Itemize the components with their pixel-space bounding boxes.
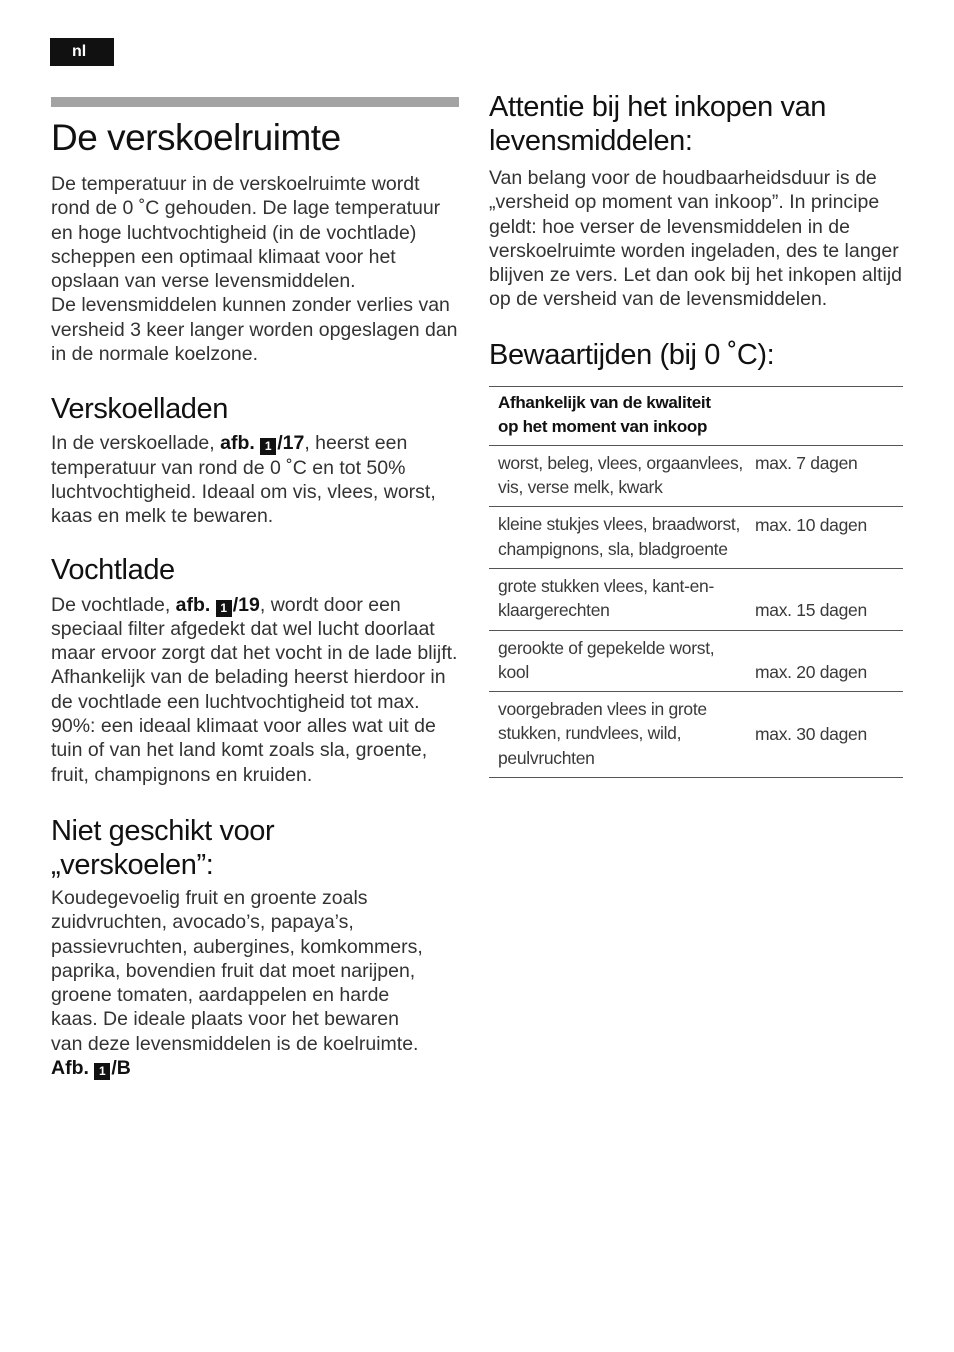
food-item-cell: kleine stukjes vlees, braadworst, champignons, sla, bladgroente [489, 507, 747, 569]
figure-ref-tail: /B [111, 1057, 131, 1080]
figure-number-badge: 1 [94, 1063, 110, 1080]
food-item-cell: grote stukken vlees, kant-en-klaargerechten [489, 568, 747, 630]
duration-cell: max. 30 dagen [747, 692, 903, 778]
table-header-cell [489, 386, 903, 445]
figure-ref-label: afb. [220, 432, 261, 455]
vochtlade-heading: Vochtlade [51, 553, 175, 586]
food-item-cell: voorgebraden vlees in grote stukken, rundvlees, wild, peulvruchten [489, 692, 747, 778]
niet-geschikt-heading [51, 814, 461, 882]
niet-geschikt-heading-line1: Niet geschikt voor [51, 814, 275, 847]
food-item-cell: gerookte of gepekelde worst, kool [489, 630, 747, 692]
niet-geschikt-figure-reference [51, 1056, 461, 1080]
table-row [489, 507, 903, 569]
bewaartijden-heading: Bewaartijden (bij 0 ˚C): [489, 338, 775, 371]
table-header-row [489, 386, 903, 445]
vochtlade-paragraph [51, 593, 461, 787]
table-row [489, 445, 903, 507]
attentie-paragraph: Van belang voor de houdbaarheidsduur is de „versheid op moment van inkoop”. In principe geldt: hoe verser de levensmiddelen in de verskoelruimte worden ingeladen, des te langer blijven ze vers. Let dan ook bij het inkopen altijd op de versheid van de levensmiddelen. [489, 167, 903, 311]
intro-paragraph-2: De levensmiddelen kunnen zonder verlies van versheid 3 keer langer worden opgeslagen dan in de normale koelzone. [51, 294, 458, 366]
page-title: De verskoelruimte [51, 117, 341, 158]
niet-geschikt-heading-line2: „verskoelen”: [51, 848, 214, 881]
duration-cell: max. 20 dagen [747, 630, 903, 692]
duration-cell: max. 10 dagen [747, 507, 903, 569]
attentie-heading: Attentie bij het inkopen van levensmiddelen: [489, 91, 827, 157]
table-header-line1: Afhankelijk van de kwaliteit [498, 392, 711, 412]
verskoelladen-paragraph [51, 431, 461, 528]
section-divider [51, 97, 459, 107]
figure-reference [176, 594, 260, 616]
duration-cell: max. 15 dagen [747, 568, 903, 630]
left-column [51, 112, 461, 1080]
figure-number-badge: 1 [216, 600, 232, 617]
verskoelladen-heading: Verskoelladen [51, 393, 228, 426]
vochtlade-text-before: De vochtlade, [51, 593, 176, 616]
figure-number-badge: 1 [260, 438, 276, 455]
verskoelladen-text-after: , heerst een temperatuur van rond de 0 ˚C en tot 50% luchtvochtigheid. Ideaal om vis, vlees, worst, kaas en melk te bewaren. [51, 432, 436, 528]
duration-cell: max. 7 dagen [747, 445, 903, 507]
table-row [489, 630, 903, 692]
figure-reference [220, 432, 304, 454]
figure-ref-label: Afb. [51, 1057, 95, 1080]
table-header-line2: op het moment van inkoop [498, 416, 708, 436]
language-tab: nl [50, 38, 114, 66]
figure-ref-label: afb. [175, 593, 216, 616]
niet-geschikt-paragraph: Koudegevoelig fruit en groente zoals zuidvruchten, avocado’s, papaya’s, passievruchten, aubergines, komkommers, paprika, bovendien fruit dat moet narijpen, groene tomaten, aardappelen en harde kaas. De ideale plaats voor het bewaren van deze levensmiddelen is de koelruimte. [51, 886, 423, 1055]
intro-paragraph-1: De temperatuur in de verskoelruimte wordt rond de 0 ˚C gehouden. De lage temperatuur en hoge luchtvochtigheid (in de vochtlade) scheppen een optimaal klimaat voor het opslaan van verse levensmiddelen. [51, 173, 441, 293]
table-row [489, 692, 903, 778]
storage-times-table [489, 386, 903, 778]
food-item-cell: worst, beleg, vlees, orgaanvlees, vis, verse melk, kwark [489, 445, 747, 507]
vochtlade-text-after: , wordt door een speciaal filter afgedekt dat wel lucht doorlaat maar ervoor zorgt dat het vocht in de lade blijft. Afhankelijk van de belading heerst hierdoor in de vochtlade een luchtvochtigheid tot max. 90%: een ideaal klimaat voor alles wat uit de tuin of van het land komt zoals sla, groente, fruit, champignons en kruiden. [51, 593, 458, 786]
table-row [489, 568, 903, 630]
figure-ref-tail: /17 [277, 432, 305, 455]
figure-ref-tail: /19 [232, 593, 260, 616]
right-column [489, 90, 903, 778]
verskoelladen-text-before: In de verskoellade, [51, 432, 221, 455]
